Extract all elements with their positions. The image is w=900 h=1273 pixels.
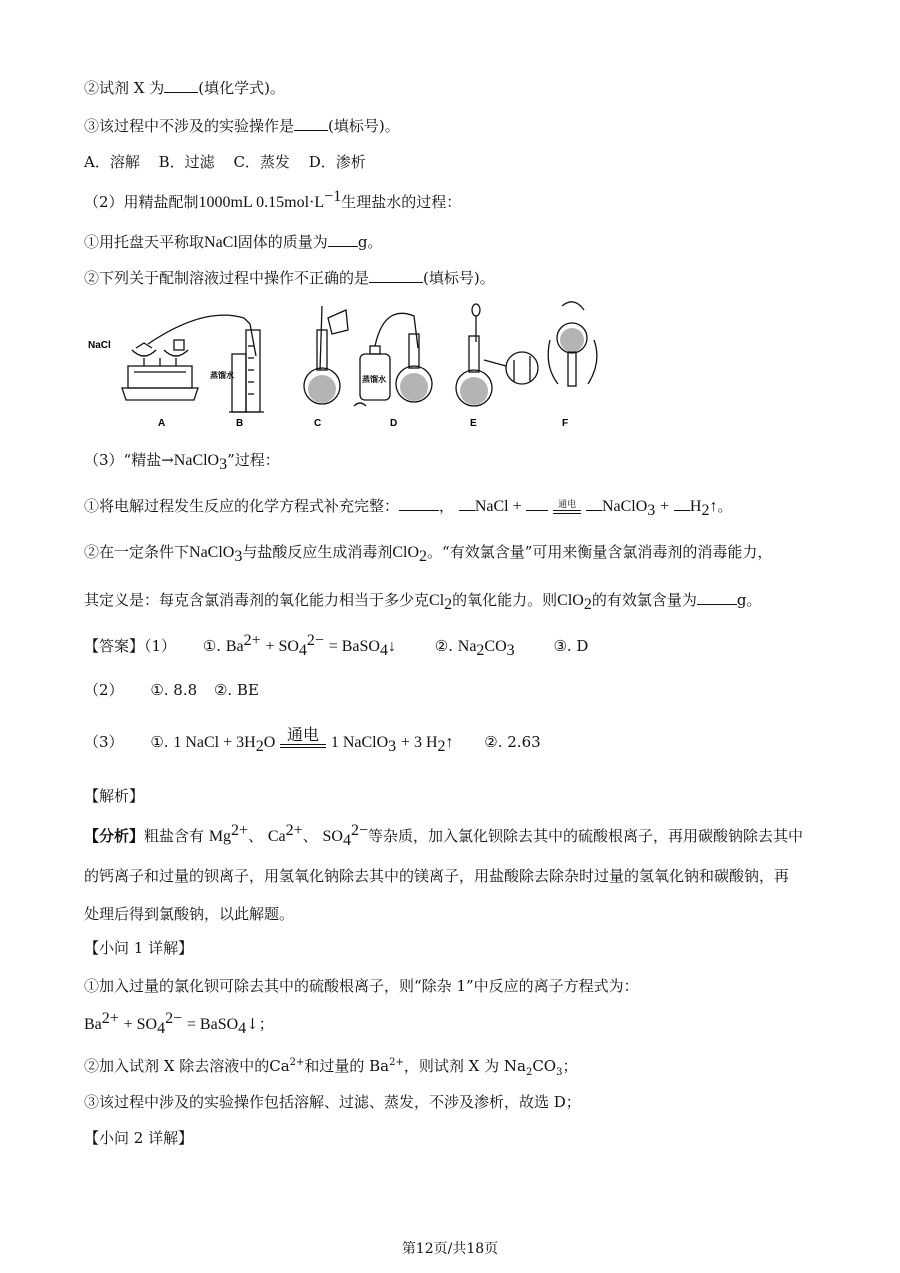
coef-blank — [674, 496, 690, 511]
subquestion-1-heading: 【小问 1 详解】 — [84, 939, 194, 957]
analysis-line-2: 的钙离子和过量的钡离子，用氢氧化钠除去其中的镁离子，用盐酸除去除杂时过量的氢氧化钠和碳酸钠，再 — [84, 867, 790, 885]
answer-blank — [294, 116, 328, 131]
label-c: C — [314, 418, 322, 429]
sub1-line-4: ③该过程中涉及的实验操作包括溶解、过滤、蒸发，不涉及渗析，故选 D； — [84, 1093, 581, 1111]
option-b: B．过滤 — [158, 153, 215, 171]
q3-p2-text: ②在一定条件下 — [84, 543, 190, 561]
label-e: E — [470, 418, 477, 429]
q2-item1-text: ①用托盘天平称取 — [84, 233, 205, 251]
q3-p3-mid2: 的有效氯含量为 — [591, 591, 697, 609]
answer-r1-arrow: ↓ — [387, 638, 396, 655]
answer-blank — [369, 268, 423, 283]
q3-p3-unit: g。 — [736, 591, 762, 609]
sub1-ba: Ba — [84, 1016, 102, 1033]
q3-eq-comma: ， — [439, 497, 455, 515]
option-a: A．溶解 — [84, 153, 140, 171]
q3-intro — [84, 450, 280, 471]
sub1-l3-text: ②加入试剂 X 除去溶液中的 — [84, 1057, 270, 1075]
q3-eq-text: ①将电解过程发生反应的化学方程式补充完整： — [84, 497, 400, 515]
q3-para3: 其定义是：每克含氯消毒剂的氧化能力相当于多少克$Cl_2$的氧化能力。则ClO$_2$的有效氯含量为 g。 — [84, 591, 762, 613]
q3-eq-end: 。 — [717, 497, 733, 515]
sub1-l3-ba: 和过量的 Ba — [304, 1057, 390, 1075]
q2-item1 — [84, 232, 382, 253]
sub1-baso4: = BaSO — [186, 1016, 239, 1033]
answer-r3-a: ①. — [150, 733, 169, 751]
analysis-mg: Mg — [208, 828, 232, 845]
answer-r2-a: ①. 8.8 — [150, 681, 198, 699]
sub1-equation: $Ba^{2+} + SO_4^{2-}$ = BaSO$_4$↓； — [84, 1010, 274, 1037]
sub1-l3-ca: Ca — [269, 1057, 290, 1075]
answer-r1-a: ①. — [202, 637, 222, 655]
q1-item2-suffix: (填化学式)。 — [198, 79, 285, 97]
answer-row-3: （3） ①. 1 NaCl + $3H_2O$ 通电 1 NaClO$_3$ + 3 $H_2↑$ ②. 2.63 — [84, 725, 541, 755]
option-d: D．渗析 — [308, 153, 366, 171]
label-d: D — [390, 418, 398, 429]
reagent-blank — [526, 496, 548, 511]
q2-intro-text: （2）用精盐配制 — [84, 193, 199, 211]
apparatus-figure — [84, 296, 604, 436]
answer-blank — [164, 78, 198, 93]
sub1-so4: + SO — [123, 1016, 158, 1033]
answer-r1-baso4: = BaSO — [328, 638, 380, 655]
subquestion-2-heading: 【小问 2 详解】 — [84, 1129, 194, 1147]
sub1-l3-na: ，则试剂 X 为 Na — [403, 1057, 526, 1075]
answer-r2-index: （2） — [84, 681, 124, 699]
q2-item2-text: ②下列关于配制溶液过程中操作不正确的是 — [84, 269, 370, 287]
answer-r3-lhs: 1 NaCl + 3H — [173, 734, 256, 751]
q3-intro-tail: ”过程： — [227, 451, 280, 469]
answer-r3-o: O — [263, 734, 276, 751]
answer-r1-b: ②. — [434, 637, 453, 655]
q3-p2-tail: 。“有效氯含量”可用来衡量含氯消毒剂的消毒能力， — [427, 543, 773, 561]
q3-equation: ①将电解过程发生反应的化学方程式补充完整： ， NaCl + 通电 NaClO$_3$ + $H_2↑$。 — [84, 497, 733, 519]
q3-eq-h: H — [689, 498, 702, 515]
label-nacl: NaCl — [88, 340, 111, 351]
q3-p3-clo2: ClO — [557, 592, 584, 609]
q3-eq-nacl: NaCl + — [474, 498, 522, 515]
q2-concentration: 1000mL 0.15mol·L — [198, 194, 325, 211]
q2-intro-tail: 生理盐水的过程： — [341, 193, 462, 211]
answer-row-1: 【答案】（1） ①. $Ba^{2+} + SO_4^{2-}$ = BaSO$_4$↓ ②. $Na_2CO_3$ ③. D — [84, 632, 589, 659]
answer-r2-b: ②. BE — [213, 681, 259, 699]
answer-blank — [399, 496, 439, 511]
cylinder-diagram — [229, 330, 264, 412]
analysis-line-3: 处理后得到氯酸钠，以此解题。 — [84, 905, 295, 923]
answer-r1-na: Na — [457, 638, 477, 655]
analysis-sep: 、 — [248, 827, 264, 845]
sub1-l3-co: CO — [532, 1057, 557, 1075]
q2-item2 — [84, 268, 495, 288]
q1-options — [84, 152, 366, 172]
option-c: C．蒸发 — [233, 153, 290, 171]
q2-item1-unit: g。 — [357, 233, 383, 251]
q1-item3 — [84, 116, 400, 136]
sub1-l3-end: ； — [562, 1057, 578, 1075]
analysis-fx-text: 粗盐含有 — [144, 827, 205, 845]
q3-intro-text: （3）“精盐→ — [84, 451, 174, 469]
sub1-line-1: ①加入过量的氯化钡可除去其中的硫酸根离子，则“除杂 1”中反应的离子方程式为： — [84, 977, 639, 995]
q3-naclo3-sub: 3 — [219, 456, 228, 473]
answer-label: 【答案】 — [84, 637, 145, 655]
q3-p2-mid: 与盐酸反应生成消毒剂 — [242, 543, 393, 561]
answer-r3-index: （3） — [84, 733, 124, 751]
answer-r3-cond-text: 通电 — [287, 725, 320, 744]
answer-r3-condition — [280, 726, 326, 748]
page-footer: 第12页/共18页 — [401, 1241, 499, 1257]
q3-p3-text: 其定义是：每克含氯消毒剂的氧化能力相当于多少克 — [84, 591, 430, 609]
answer-r3-h2: + 3 H — [400, 734, 438, 751]
q2-item1-nacl: NaCl — [204, 234, 238, 251]
q3-p2-naclo3: NaClO — [189, 544, 235, 561]
answer-blank — [328, 232, 358, 247]
q3-p3-mid: 的氧化能力。则 — [452, 591, 558, 609]
sub1-arrow: ↓； — [246, 1015, 274, 1033]
q2-item1-mid: 固体的质量为 — [237, 233, 328, 251]
label-f: F — [562, 418, 569, 429]
q2-intro — [84, 188, 462, 213]
q1-item2 — [84, 78, 285, 98]
q2-concentration-sup: −1 — [324, 188, 342, 205]
analysis-fx-tail: 等杂质，加入氯化钡除去其中的硫酸根离子，再用碳酸钠除去其中 — [367, 827, 803, 845]
analysis-fx-label: 【分析】 — [84, 827, 145, 845]
q1-item2-text: ②试剂 X 为 — [84, 79, 165, 97]
answer-r3-b: ②. 2.63 — [484, 733, 541, 751]
balance-diagram — [122, 315, 256, 400]
answer-r3-naclo3: 1 NaClO — [330, 734, 389, 751]
analysis-line-1: 【分析】粗盐含有 $Mg^{2+}$、 $Ca^{2+}$、 $SO_4^{2-}$等杂质，加入氯化钡除去其中的硫酸根离子，再用碳酸钠除去其中 — [84, 822, 803, 849]
q3-naclo3: NaClO — [173, 452, 220, 469]
coef-blank — [459, 496, 475, 511]
q3-eq-naclo3: NaClO — [601, 498, 648, 515]
q3-p2-clo2: ClO — [392, 544, 420, 561]
analysis-label: 【解析】 — [84, 787, 145, 805]
answer-r3-arrow: ↑ — [445, 734, 454, 751]
analysis-ca: Ca — [267, 828, 286, 845]
q3-para2: ②在一定条件下NaClO$_3$与盐酸反应生成消毒剂ClO$_2$。“有效氯含量”可用来衡量含氯消毒剂的消毒能力， — [84, 543, 773, 565]
answer-r1-co: CO — [484, 638, 507, 655]
answer-r1-c: ③. D — [553, 637, 589, 655]
coef-blank — [586, 496, 602, 511]
q3-eq-condition — [553, 501, 581, 514]
q1-item3-text: ③该过程中不涉及的实验操作是 — [84, 117, 295, 135]
analysis-so4: SO — [322, 828, 343, 845]
q1-item3-suffix: (填标号)。 — [328, 117, 400, 135]
q2-item2-suffix: (填标号)。 — [423, 269, 495, 287]
label-b: B — [236, 418, 244, 429]
q3-eq-cond-text: 通电 — [558, 499, 577, 510]
label-bottle-water: 蒸馏水 — [362, 375, 386, 384]
label-a: A — [158, 418, 166, 429]
label-distilled-water: 蒸馏水 — [210, 371, 234, 380]
answer-r1-index: （1） — [144, 637, 177, 655]
answer-r1-so4: + SO — [265, 638, 299, 655]
answer-blank — [697, 590, 737, 605]
q3-eq-plus: + — [660, 498, 670, 515]
sub1-line-3: ②加入试剂 X 除去溶液中的$Ca^{2+}$和过量的 $Ba^{2+}$，则试剂 X 为 $Na_2CO_3$； — [84, 1057, 578, 1078]
q3-eq-arrow: ↑ — [709, 498, 718, 515]
q3-p3-cl2: Cl — [429, 592, 445, 609]
answer-r1-ba: Ba — [225, 638, 244, 655]
answer-row-2 — [84, 680, 259, 700]
analysis-sep: 、 — [302, 827, 318, 845]
